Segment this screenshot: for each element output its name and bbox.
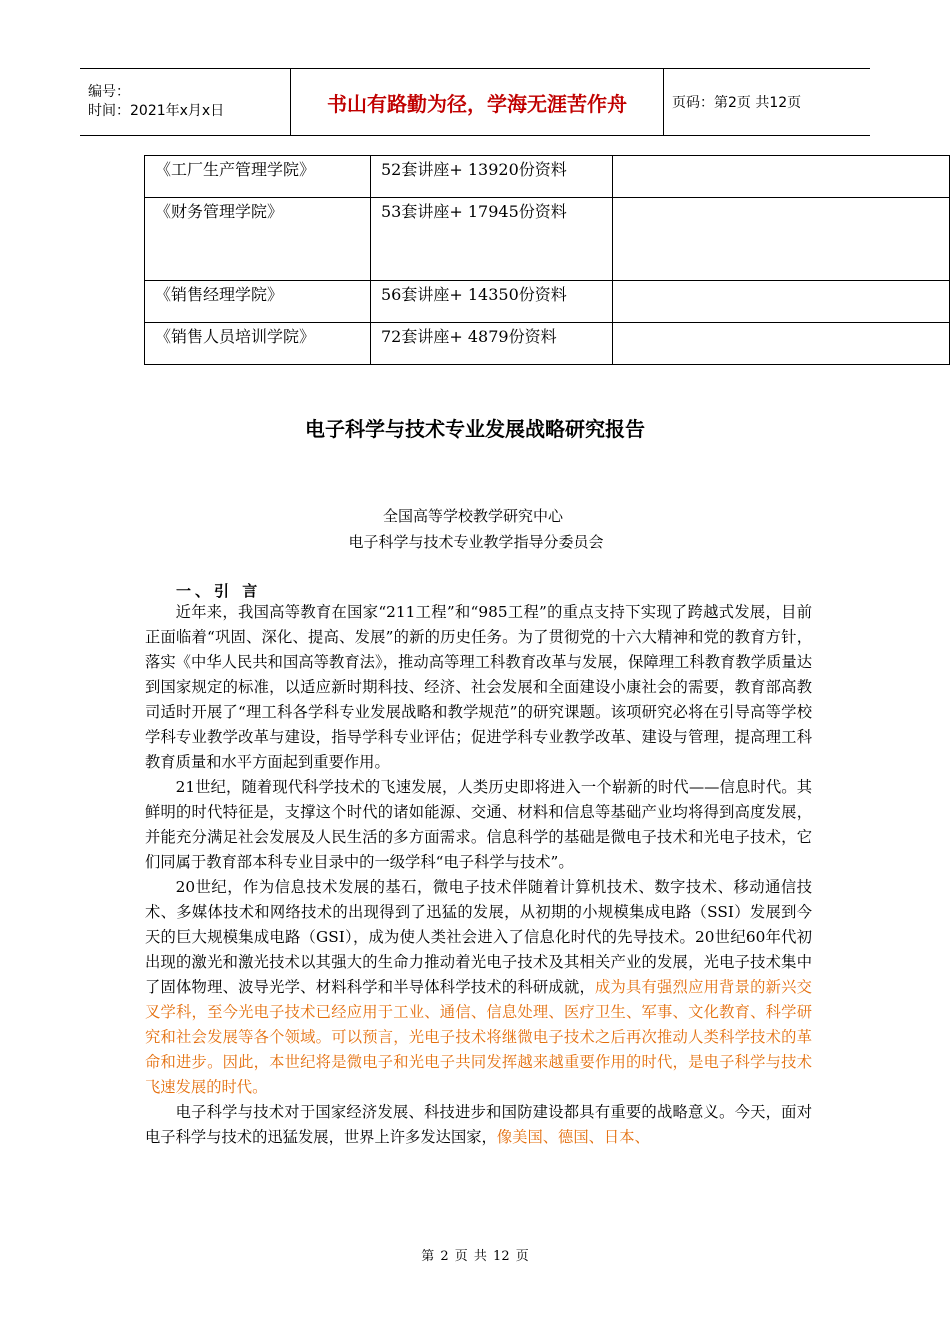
course-empty-cell (613, 323, 950, 365)
org-line-1: 全国高等学校教学研究中心 (382, 507, 563, 525)
paragraph-2: 21世纪，随着现代科学技术的飞速发展，人类历史即将进入一个崭新的时代——信息时代。其鲜明的时代特征是，支撑这个时代的诸如能源、交通、材料和信息等基础产业均将得到高度发展，并能充分满足社会发展及人民生活的多方面需求。信息科学的基础是微电子技术和光电子技术，它们同属于教育部本科专业目录中的一级学科“电子科学与技术”。 (145, 778, 812, 871)
course-empty-cell (613, 198, 950, 281)
paragraph-4-text: 电子科学与技术对于国家经济发展、科技进步和国防建设都具有重要的战略意义。今天，面对电子科学与技术的迅猛发展，世界上许多发达国家， (145, 1103, 812, 1146)
course-name: 《财务管理学院》 (145, 198, 371, 281)
paragraph-3 (145, 875, 812, 1100)
table-row (145, 323, 950, 365)
org-line-2: 电子科学与技术专业教学指导分委员会 (348, 533, 604, 551)
header-page-info: 页码：第2页 共12页 (664, 69, 871, 136)
document-date: 时间：2021年x月x日 (88, 103, 225, 119)
page-footer: 第 2 页 共 12 页 (421, 1249, 529, 1264)
header-meta (80, 69, 291, 136)
course-detail: 72套讲座+ 4879份资料 (371, 323, 613, 365)
paragraph-4 (145, 1100, 812, 1150)
page-header (80, 68, 870, 136)
paragraph-3-text: 20世纪，作为信息技术发展的基石，微电子技术伴随着计算机技术、数字技术、移动通信技术、多媒体技术和网络技术的出现得到了迅猛的发展，从初期的小规模集成电路（SSI）发展到今天的巨大规模集成电路（GSI），成为使人类社会进入了信息化时代的先导技术。20世纪60年代初出现的激光和激光技术以其强大的生命力推动着光电子技术及其相关产业的发展，光电子技术集中了固体物理、波导光学、材料科学和半导体科学技术的科研成就， (145, 878, 812, 996)
course-detail-cell (371, 198, 613, 281)
course-name: 《销售经理学院》 (145, 281, 371, 323)
course-detail: 52套讲座+ 13920份资料 (371, 156, 613, 198)
course-empty-cell (613, 281, 950, 323)
report-title: 电子科学与技术专业发展战略研究报告 (305, 417, 645, 441)
course-detail: 56套讲座+ 14350份资料 (371, 281, 613, 323)
body-text (145, 600, 812, 1150)
header-motto: 书山有路勤为径，学海无涯苦作舟 (291, 69, 664, 136)
course-detail: 53套讲座+ 17945份资料 (381, 202, 567, 221)
section-heading: 一、引 言 (176, 582, 262, 600)
course-table (144, 155, 950, 365)
paragraph-4-highlight: 像美国、德国、日本、 (496, 1128, 650, 1146)
document-number-label: 编号： (88, 84, 130, 100)
course-empty-cell (613, 156, 950, 198)
table-row (145, 281, 950, 323)
paragraph-1: 近年来，我国高等教育在国家“211工程”和“985工程”的重点支持下实现了跨越式发展，目前正面临着“巩固、深化、提高、发展”的新的历史任务。为了贯彻党的十六大精神和党的教育方针，落实《中华人民共和国高等教育法》，推动高等理工科教育改革与发展，保障理工科教育教学质量达到国家规定的标准，以适应新时期科技、经济、社会发展和全面建设小康社会的需要，教育部高教司适时开展了“理工科各学科专业发展战略和教学规范”的研究课题。该项研究必将在引导高等学校学科专业教学改革与建设，指导学科专业评估；促进学科专业教学改革、建设与管理，提高理工科教育质量和水平方面起到重要作用。 (145, 603, 812, 771)
paragraph-3-highlight: 成为具有强烈应用背景的新兴交叉学科，至今光电子技术已经应用于工业、通信、信息处理、医疗卫生、军事、文化教育、科学研究和社会发展等各个领域。可以预言，光电子技术将继微电子技术之后再次推动人类科学技术的革命和进步。因此，本世纪将是微电子和光电子共同发挥越来越重要作用的时代，是电子科学与技术飞速发展的时代。 (145, 978, 812, 1096)
course-name: 《工厂生产管理学院》 (145, 156, 371, 198)
table-row (145, 198, 950, 281)
course-name: 《销售人员培训学院》 (145, 323, 371, 365)
